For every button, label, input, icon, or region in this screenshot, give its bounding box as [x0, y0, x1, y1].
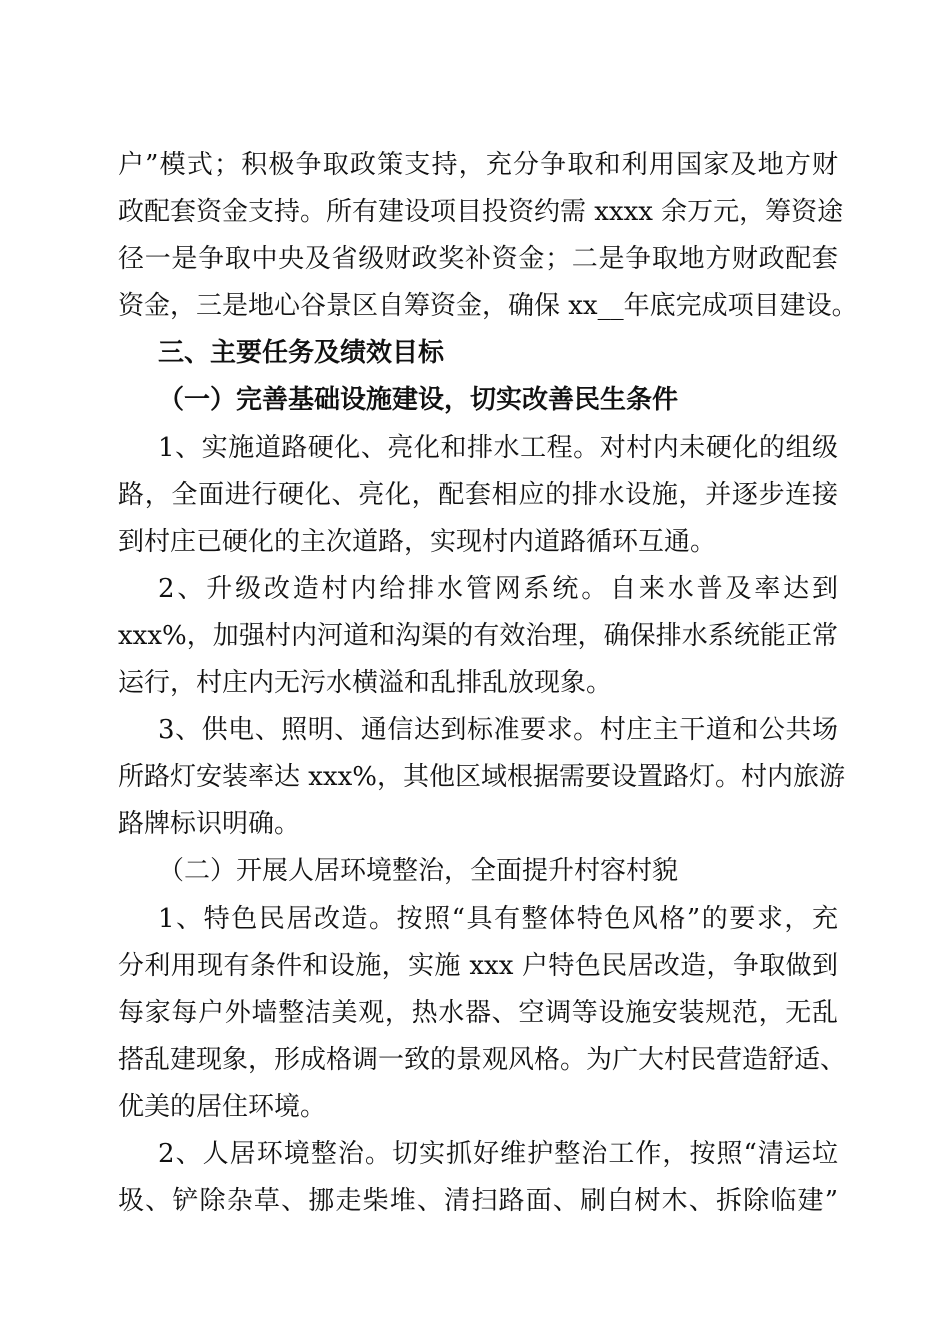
text-line: 到村庄已硬化的主次道路，实现村内道路循环互通。 — [118, 526, 717, 557]
text-line: 优美的居住环境。 — [118, 1091, 327, 1122]
text-line: 搭乱建现象，形成格调一致的景观风格。为广大村民营造舒适、 — [118, 1044, 847, 1075]
text-line: xxx%，加强村内河道和沟渠的有效治理，确保排水系统能正常 — [118, 620, 838, 651]
subsection-heading: （一）完善基础设施建设，切实改善民生条件 — [158, 385, 679, 416]
section-heading: 三、主要任务及绩效目标 — [158, 338, 445, 369]
text-line: 分利用现有条件和设施，实施 xxx 户特色民居改造，争取做到 — [118, 950, 838, 981]
text-line: 所路灯安装率达 xxx%，其他区域根据需要设置路灯。村内旅游 — [118, 762, 845, 793]
text-line: 1、实施道路硬化、亮化和排水工程。对村内未硬化的组级 — [158, 432, 838, 463]
text-line: 径一是争取中央及省级财政奖补资金；二是争取地方财政配套 — [118, 244, 838, 275]
text-line: 政配套资金支持。所有建设项目投资约需 xxxx 余万元，筹资途 — [118, 197, 844, 228]
subsection-heading: （二）开展人居环境整治，全面提升村容村貌 — [158, 856, 679, 887]
text-line: 路牌标识明确。 — [118, 809, 301, 840]
document-body — [118, 142, 858, 1225]
text-line: 2、人居环境整治。切实抓好维护整治工作，按照“清运垃 — [158, 1138, 838, 1169]
text-line: 圾、铲除杂草、挪走柴堆、清扫路面、刷白树木、拆除临建” — [118, 1186, 838, 1217]
text-line: 1、特色民居改造。按照“具有整体特色风格”的要求，充 — [158, 903, 838, 934]
text-line: 运行，村庄内无污水横溢和乱排乱放现象。 — [118, 668, 613, 699]
text-line: 2、升级改造村内给排水管网系统。自来水普及率达到 — [158, 573, 838, 604]
text-line: 每家每户外墙整洁美观，热水器、空调等设施安装规范，无乱 — [118, 997, 838, 1028]
text-line: 资金，三是地心谷景区自筹资金，确保 xx__年底完成项目建设。 — [118, 291, 858, 322]
text-line: 户”模式；积极争取政策支持，充分争取和利用国家及地方财 — [118, 150, 838, 180]
text-line: 3、供电、照明、通信达到标准要求。村庄主干道和公共场 — [158, 715, 838, 746]
text-line: 路，全面进行硬化、亮化，配套相应的排水设施，并逐步连接 — [118, 479, 838, 510]
